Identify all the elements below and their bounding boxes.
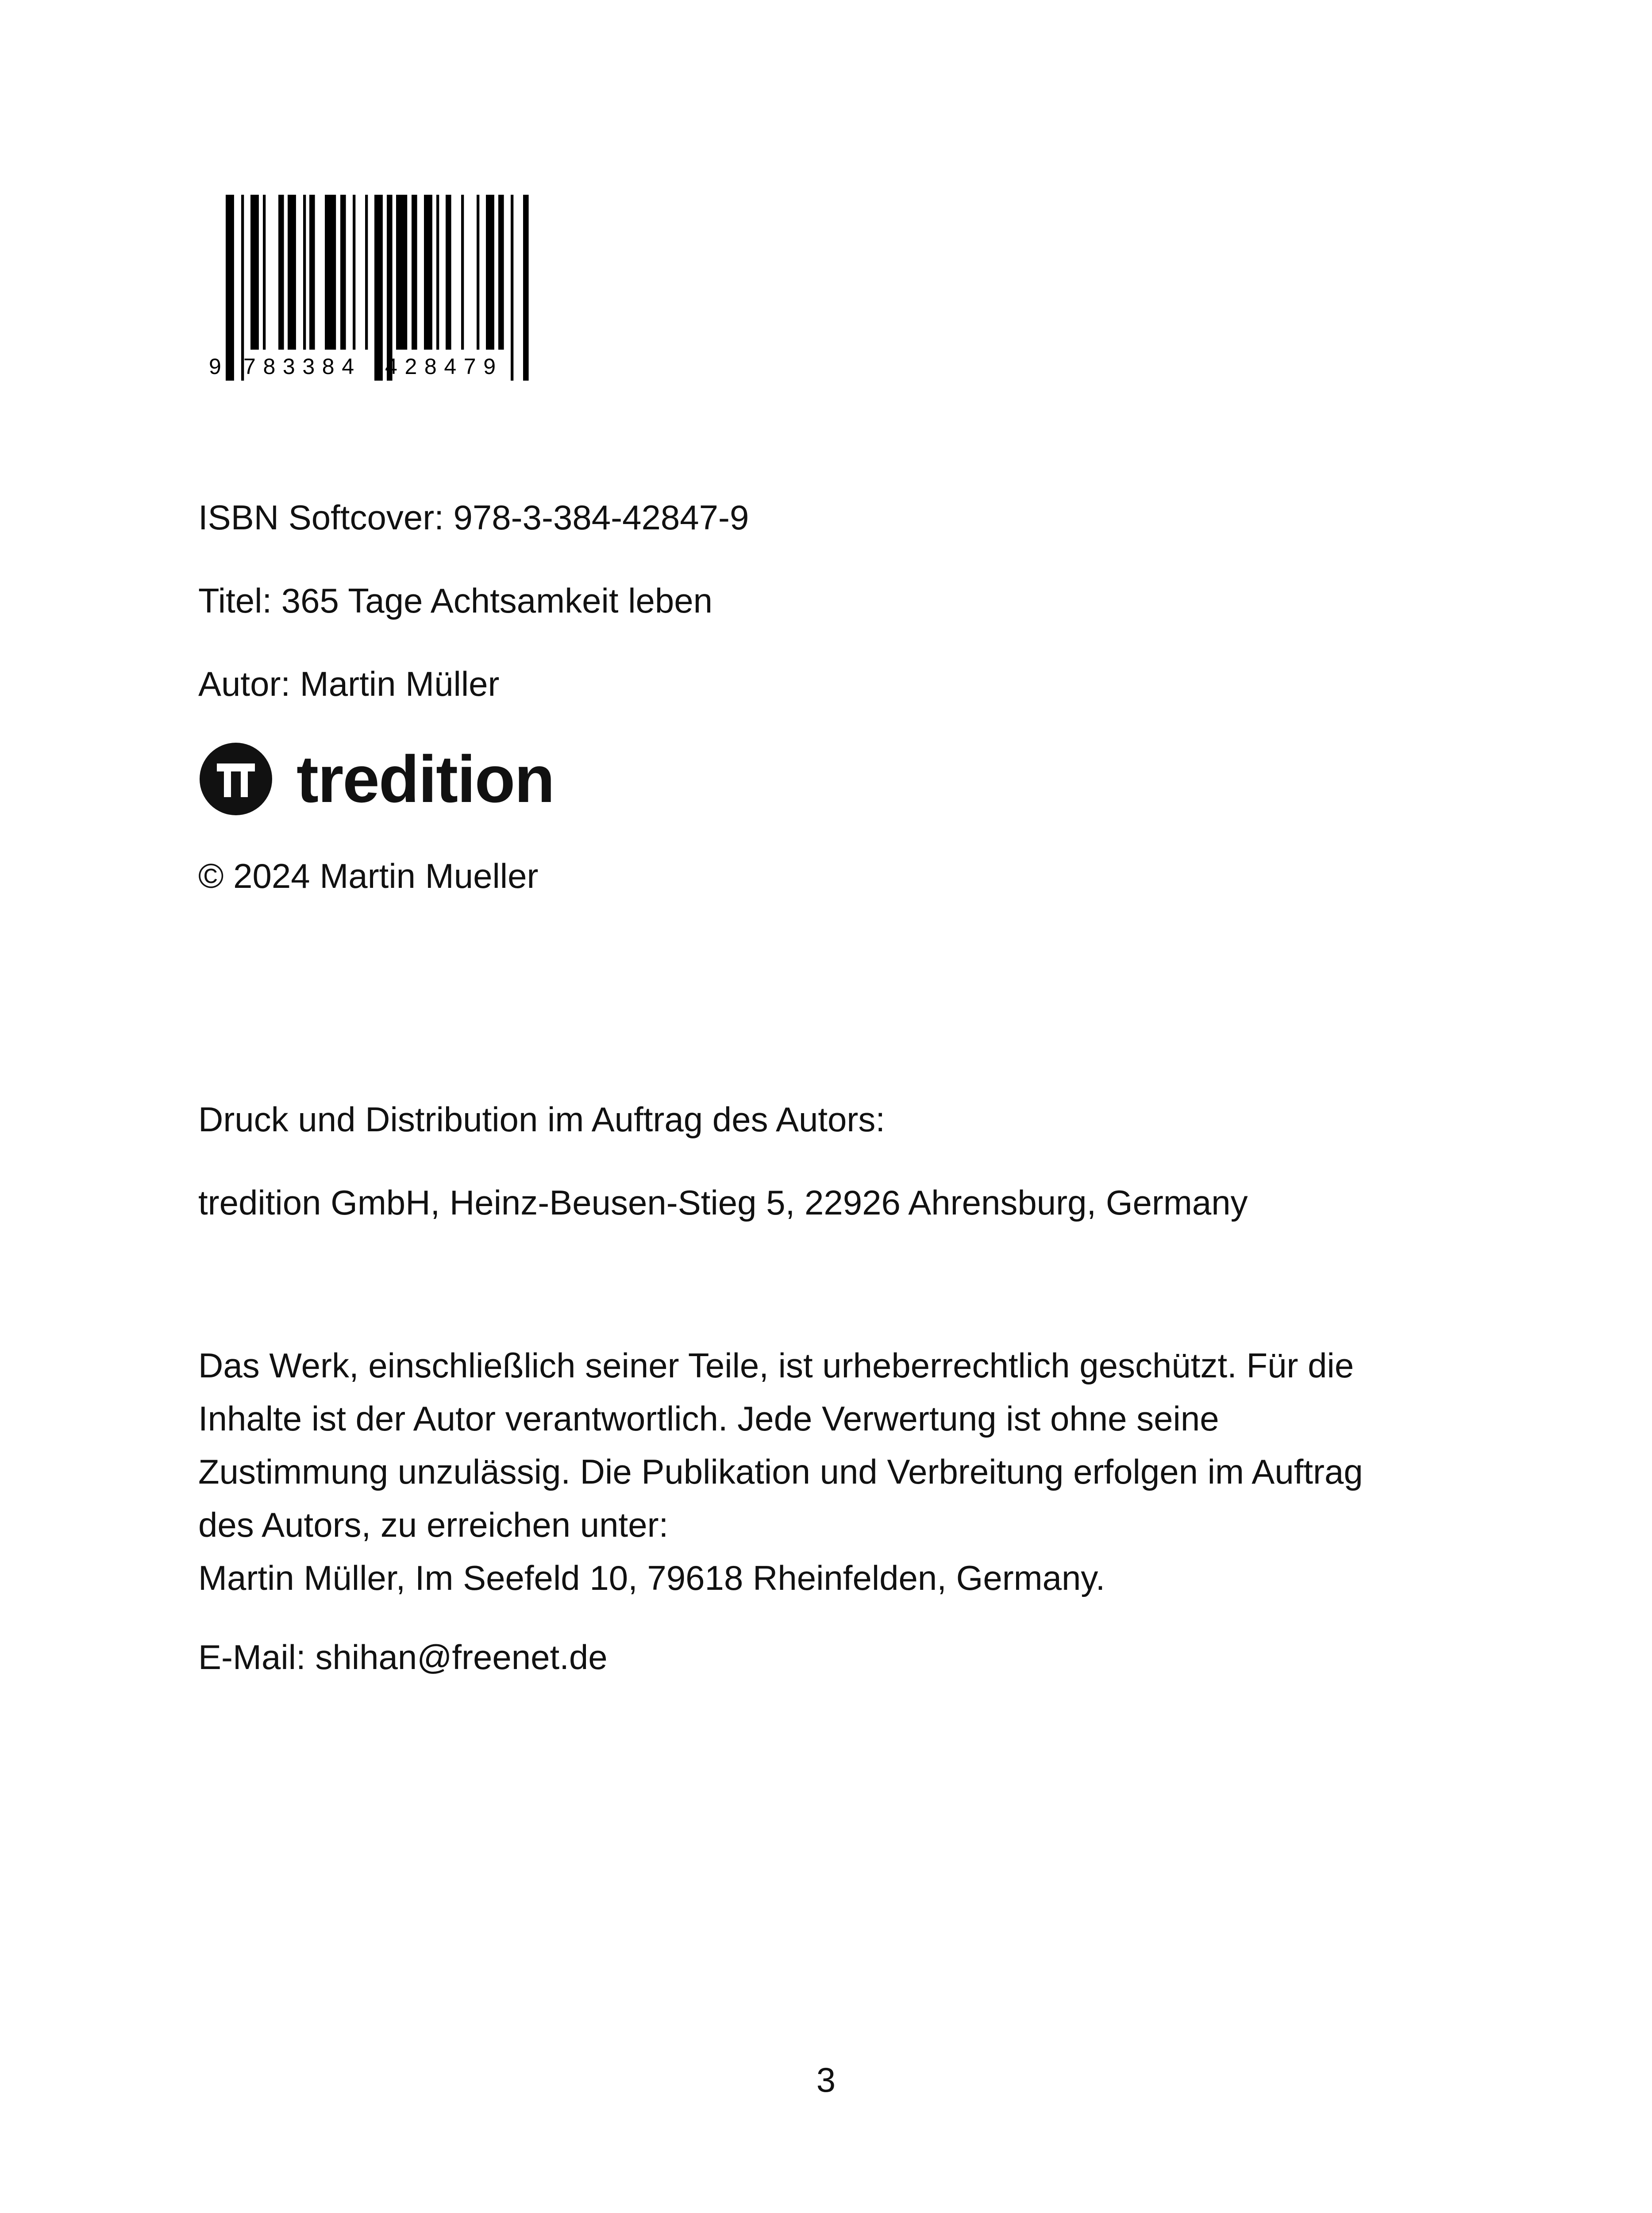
author-line: Autor: Martin Müller [198,664,500,703]
tredition-logo [198,737,554,821]
legal-line: Zustimmung unzulässig. Die Publikation und Verbreitung erfolgen im Auftrag [198,1452,1363,1491]
barcode-digit-left: 9 [209,354,221,379]
title-line: Titel: 365 Tage Achtsamkeit leben [198,581,713,620]
tredition-logo-icon [198,741,273,817]
legal-notice [198,1339,1526,1604]
isbn-line: ISBN Softcover: 978-3-384-42847-9 [198,498,749,537]
print-heading: Druck und Distribution im Auftrag des Autors: [198,1100,886,1139]
email-line: E-Mail: shihan@freenet.de [198,1638,608,1677]
tredition-wordmark: tredition [297,742,554,816]
legal-line: Martin Müller, Im Seefeld 10, 79618 Rheinfelden, Germany. [198,1558,1105,1597]
legal-line: des Autors, zu erreichen unter: [198,1505,669,1544]
publisher-address: tredition GmbH, Heinz-Beusen-Stieg 5, 22926 Ahrensburg, Germany [198,1183,1248,1222]
page-number: 3 [816,2060,836,2099]
barcode-digits-mid: 783384 [243,354,354,379]
barcode-digits-right: 428479 [385,354,496,379]
copyright-line: © 2024 Martin Mueller [198,856,539,895]
legal-line: Das Werk, einschließlich seiner Teile, ist urheberrechtlich geschützt. Für die [198,1346,1354,1385]
legal-line: Inhalte ist der Autor verantwortlich. Jede Verwertung ist ohne seine [198,1399,1219,1438]
isbn-barcode [208,195,544,381]
